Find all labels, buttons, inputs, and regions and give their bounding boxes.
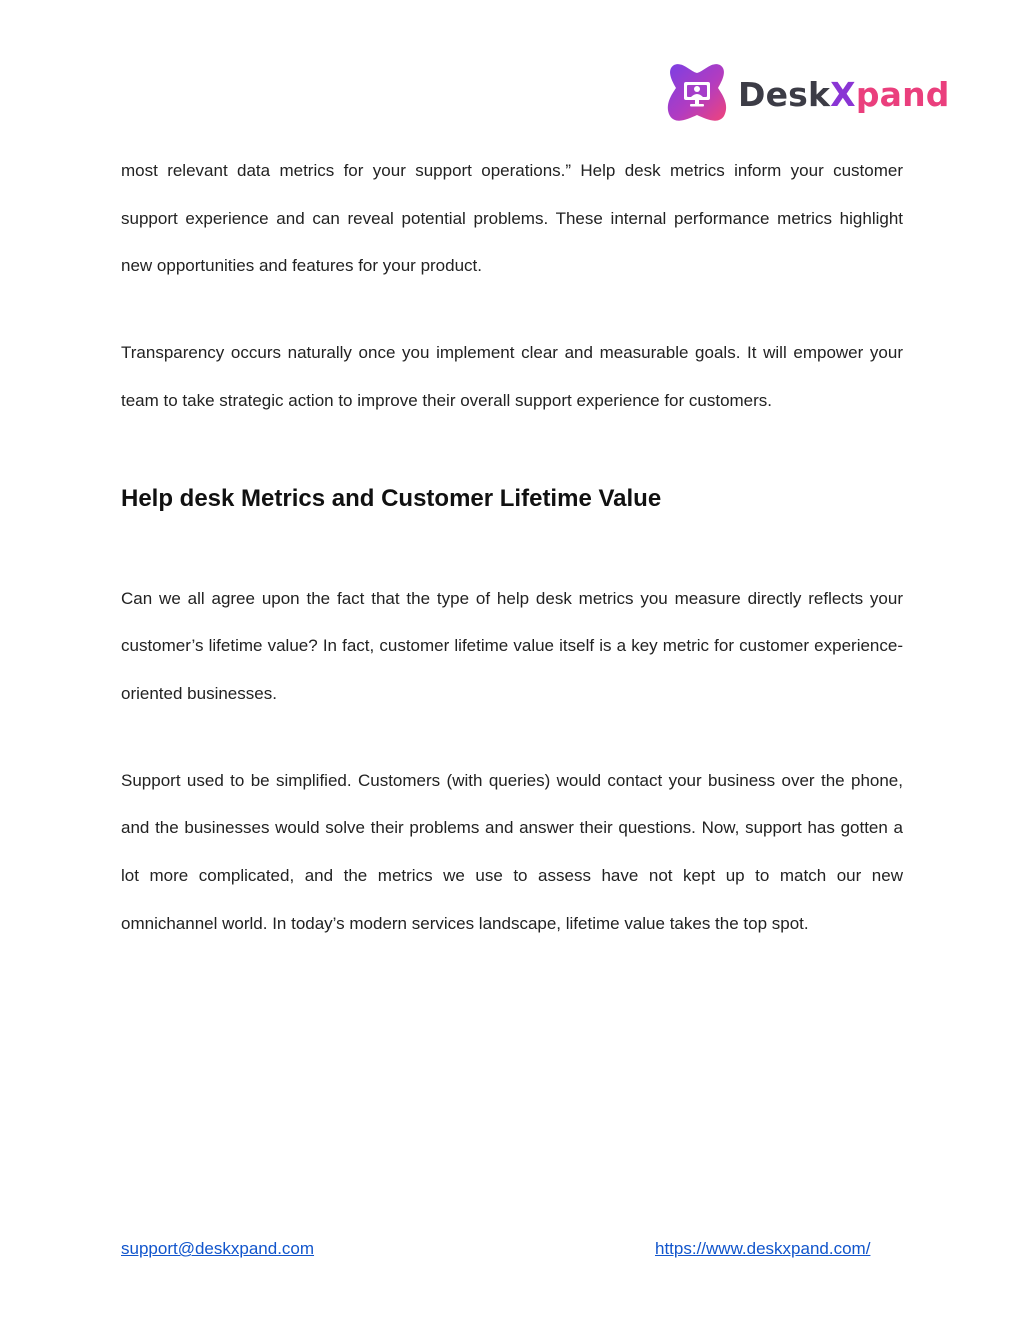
document-body xyxy=(121,147,903,947)
paragraph-support-history: Support used to be simplified. Customers (with queries) would contact your business over the phone, and the businesses would solve their problems and answer their questions. Now, support has gotten a lot more complicated, and the metrics we use to assess have not kept up to match our new omnichannel world. In today’s modern services landscape, lifetime value takes the top spot. xyxy=(121,770,903,933)
paragraph-intro: most relevant data metrics for your support operations.” Help desk metrics inform your customer support experience and can reveal potential problems. These internal performance metrics highlight new opportunities and features for your product. xyxy=(121,161,903,276)
deskxpand-logo-icon xyxy=(664,61,730,127)
footer-website-link[interactable]: https://www.deskxpand.com/ xyxy=(655,1239,871,1258)
brand-name-x: X xyxy=(830,74,856,114)
brand-logo xyxy=(664,60,950,128)
brand-wordmark xyxy=(738,74,950,114)
section-heading: Help desk Metrics and Customer Lifetime Value xyxy=(121,484,662,512)
footer-email-link[interactable]: support@deskxpand.com xyxy=(121,1239,315,1258)
paragraph-transparency: Transparency occurs naturally once you implement clear and measurable goals. It will empower your team to take strategic action to improve their overall support experience for customers. xyxy=(121,343,903,410)
brand-name-desk: Desk xyxy=(738,74,831,114)
brand-name-pand: pand xyxy=(855,74,950,114)
paragraph-lifetime-value: Can we all agree upon the fact that the type of help desk metrics you measure directly reflects your customer’s lifetime value? In fact, customer lifetime value itself is a key metric for customer experience-oriented businesses. xyxy=(121,588,903,703)
